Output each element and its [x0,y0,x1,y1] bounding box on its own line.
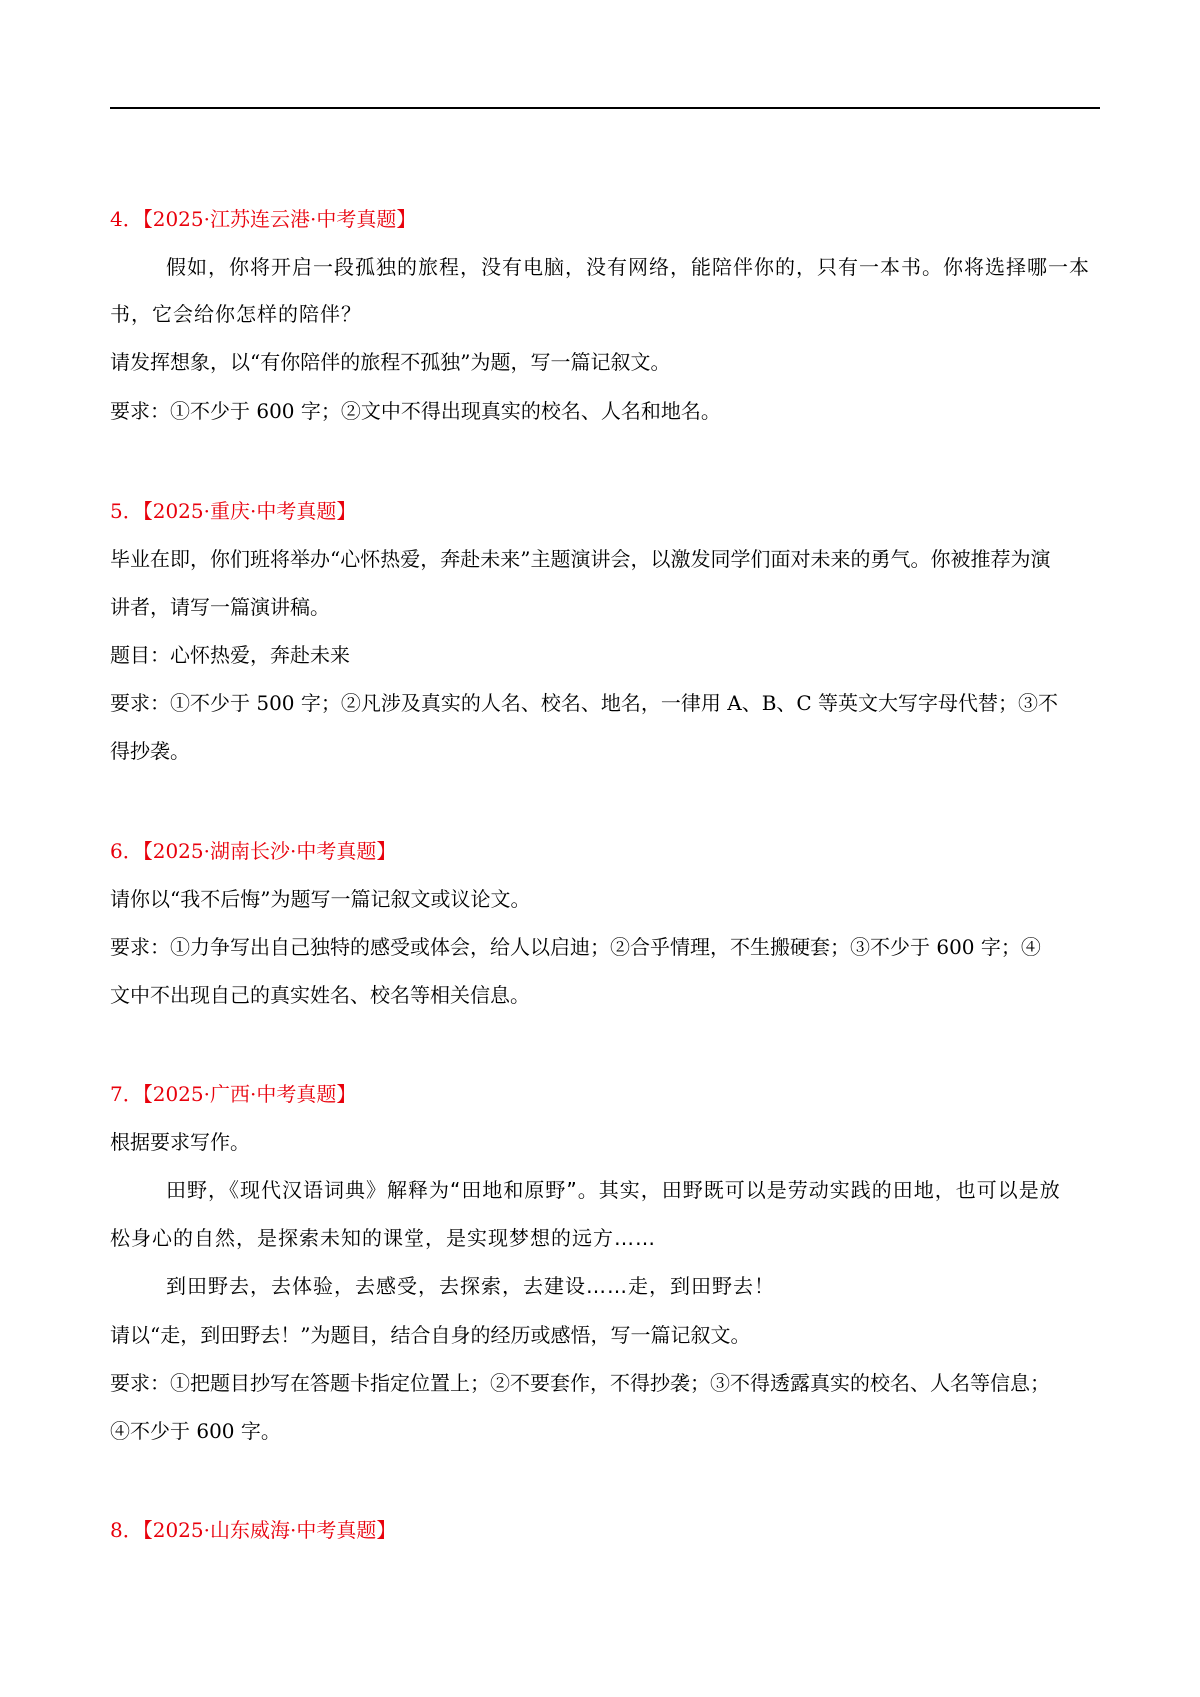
question-7-material-line: 到田野去，去体验，去感受，去探索，去建设……走，到田野去！ [166,1274,775,1298]
question-6-requirements: 要求：①力争写出自己独特的感受或体会，给人以启迪；②合乎情理，不生搬硬套；③不少于 600 字；④ [110,935,1041,959]
question-7-title: 7．【2025·广西·中考真题】 [110,1082,357,1106]
question-7-prompt: 请以“走，到田野去！”为题目，结合自身的经历或感悟，写一篇记叙文。 [110,1323,751,1347]
question-5-title: 5．【2025·重庆·中考真题】 [110,499,357,523]
question-4-prompt-line: 假如，你将开启一段孤独的旅程，没有电脑，没有网络，能陪伴你的，只有一本书。你将选择哪一本 [166,255,1090,279]
question-5-topic: 题目：心怀热爱，奔赴未来 [110,643,350,667]
question-7-requirements: ④不少于 600 字。 [110,1419,281,1443]
question-7-material-line: 田野，《现代汉语词典》解释为“田地和原野”。其实，田野既可以是劳动实践的田地，也可以是放 [166,1178,1061,1202]
question-4-prompt-line: 书，它会给你怎样的陪伴？ [110,302,362,326]
question-7-instruction: 根据要求写作。 [110,1130,250,1154]
question-7-material-line: 松身心的自然，是探索未知的课堂，是实现梦想的远方…… [110,1226,656,1250]
question-5-requirements: 要求：①不少于 500 字；②凡涉及真实的人名、校名、地名，一律用 A、B、C 等英文大写字母代替；③不 [110,691,1059,715]
question-5-requirements: 得抄袭。 [110,739,190,763]
question-6-prompt: 请你以“我不后悔”为题写一篇记叙文或议论文。 [110,887,531,911]
question-5-prompt-line: 讲者，请写一篇演讲稿。 [110,595,330,619]
question-5-prompt-line: 毕业在即，你们班将举办“心怀热爱，奔赴未来”主题演讲会，以激发同学们面对未来的勇气。你被推荐为演 [110,547,1051,571]
question-4-requirements: 要求：①不少于 600 字；②文中不得出现真实的校名、人名和地名。 [110,399,721,423]
question-4-instruction: 请发挥想象，以“有你陪伴的旅程不孤独”为题，写一篇记叙文。 [110,350,671,374]
question-8-title: 8．【2025·山东威海·中考真题】 [110,1518,397,1542]
question-6-requirements: 文中不出现自己的真实姓名、校名等相关信息。 [110,983,530,1007]
question-4-title: 4．【2025·江苏连云港·中考真题】 [110,207,417,231]
question-6-title: 6．【2025·湖南长沙·中考真题】 [110,839,397,863]
question-7-requirements: 要求：①把题目抄写在答题卡指定位置上；②不要套作，不得抄袭；③不得透露真实的校名、人名等信息； [110,1371,1050,1395]
header-rule [110,107,1100,109]
